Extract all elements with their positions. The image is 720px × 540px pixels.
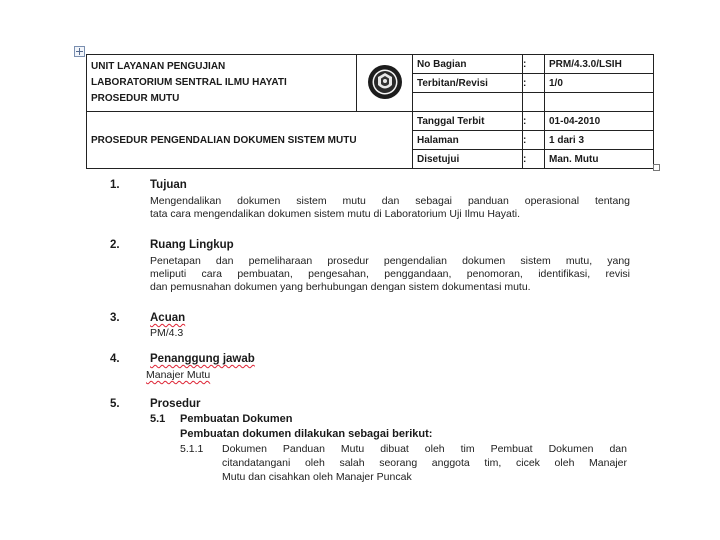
section-line: dan pemusnahan dokumen yang berhubungan dengan sistem dokumentasi mutu. — [150, 281, 531, 293]
field-value-halaman: 1 dari 3 — [545, 131, 654, 150]
field-label-tanggal: Tanggal Terbit — [413, 112, 523, 131]
section-number: 1. — [110, 179, 120, 191]
section-title: Ruang Lingkup — [150, 239, 234, 251]
doc-type: PROSEDUR MUTU — [91, 93, 180, 104]
section-title: Prosedur — [150, 398, 201, 410]
section-line: Mengendalikan dokumen sistem mutu dan sebagai panduan operasional tentang — [150, 195, 630, 207]
item-line: citandatangani oleh salah seorang anggota tim, cicek oleh Manajer — [222, 457, 627, 469]
university-seal-icon — [366, 63, 404, 101]
subsection-title: Pembuatan Dokumen — [180, 413, 293, 425]
section-line: tata cara mengendalikan dokumen sistem mutu di Laboratorium Uji Ilmu Hayati. — [150, 208, 521, 220]
section-line: Penetapan dan pemeliharaan prosedur pengendalian dokumen sistem mutu, yang — [150, 255, 630, 267]
field-sep: : — [523, 55, 545, 74]
field-value-tanggal: 01-04-2010 — [545, 112, 654, 131]
doc-title-cell: PROSEDUR PENGENDALIAN DOKUMEN SISTEM MUTU — [87, 112, 413, 169]
item-number: 5.1.1 — [180, 443, 204, 455]
unit-name: UNIT LAYANAN PENGUJIAN — [91, 61, 226, 72]
field-label-no-bagian: No Bagian — [413, 55, 523, 74]
field-sep: : — [523, 112, 545, 131]
section-line: meliputi cara pembuatan, pengesahan, penggandaan, penomoran, identifikasi, revisi — [150, 268, 630, 280]
item-line: Mutu dan cisahkan oleh Manajer Puncak — [222, 471, 412, 483]
section-line: Manajer Mutu — [146, 369, 211, 381]
field-label-terbitan: Terbitan/Revisi — [413, 74, 523, 93]
field-sep: : — [523, 74, 545, 93]
section-number: 2. — [110, 239, 120, 251]
field-value-disetujui: Man. Mutu — [545, 150, 654, 169]
field-label-disetujui: Disetujui — [413, 150, 523, 169]
section-title: Penanggung jawab — [150, 353, 255, 365]
field-sep: : — [523, 131, 545, 150]
section-number: 5. — [110, 398, 120, 410]
logo-cell — [357, 55, 413, 112]
section-line: PM/4.3 — [150, 327, 184, 339]
table-resize-handle[interactable] — [653, 164, 660, 171]
field-label-halaman: Halaman — [413, 131, 523, 150]
section-number: 3. — [110, 312, 120, 324]
document-header-table — [86, 54, 654, 169]
section-title: Acuan — [150, 312, 186, 324]
org-info-cell — [87, 55, 357, 112]
subsection-lead: Pembuatan dokumen dilakukan sebagai berikut: — [180, 428, 433, 440]
item-line: Dokumen Panduan Mutu dibuat oleh tim Pembuat Dokumen dan — [222, 443, 627, 455]
section-number: 4. — [110, 353, 120, 365]
field-value-terbitan: 1/0 — [545, 74, 654, 93]
field-value-no-bagian: PRM/4.3.0/LSIH — [545, 55, 654, 74]
lab-name: LABORATORIUM SENTRAL ILMU HAYATI — [91, 77, 287, 88]
table-move-handle[interactable] — [74, 46, 85, 57]
section-title: Tujuan — [150, 179, 187, 191]
field-sep: : — [523, 150, 545, 169]
subsection-number: 5.1 — [150, 413, 166, 425]
